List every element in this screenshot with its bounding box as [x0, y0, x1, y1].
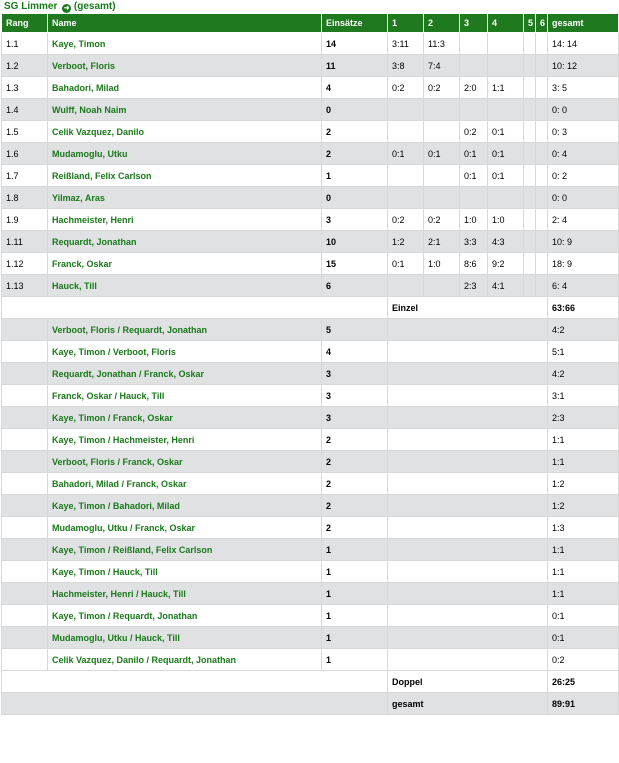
player-link[interactable]: Verboot, Floris — [52, 60, 116, 71]
gesamt-cell: 2: 4 — [548, 209, 619, 231]
rang-cell: 1.2 — [2, 55, 48, 77]
game-5-cell — [524, 209, 536, 231]
game-2-cell — [424, 99, 460, 121]
game-2-cell: 7:4 — [424, 55, 460, 77]
gesamt-cell: 4:2 — [548, 363, 619, 385]
summary-spacer — [2, 297, 388, 319]
table-row — [2, 363, 619, 385]
table-row — [2, 99, 619, 121]
name-cell — [48, 539, 322, 561]
rang-cell — [2, 517, 48, 539]
table-row — [2, 253, 619, 275]
game-3-cell: 1:0 — [460, 209, 488, 231]
game-1-cell — [388, 121, 424, 143]
table-row — [2, 33, 619, 55]
gesamt-cell: 1:1 — [548, 561, 619, 583]
einsaetze-cell: 2 — [322, 429, 388, 451]
gesamt-cell: 0:2 — [548, 649, 619, 671]
table-row — [2, 385, 619, 407]
game-6-cell — [536, 121, 548, 143]
games-cell — [388, 561, 548, 583]
games-cell — [388, 319, 548, 341]
name-cell — [48, 473, 322, 495]
game-6-cell — [536, 77, 548, 99]
header-rang: Rang — [2, 14, 48, 33]
games-cell — [388, 363, 548, 385]
rang-cell: 1.13 — [2, 275, 48, 297]
rang-cell: 1.3 — [2, 77, 48, 99]
game-5-cell — [524, 99, 536, 121]
rang-cell — [2, 495, 48, 517]
doubles-pair-link[interactable]: Kaye, Timon / Verboot, Floris — [52, 346, 176, 357]
doubles-pair-link[interactable]: Hachmeister, Henri / Hauck, Till — [52, 588, 186, 599]
table-row — [2, 77, 619, 99]
rang-cell: 1.4 — [2, 99, 48, 121]
table-row — [2, 209, 619, 231]
doubles-pair-link[interactable]: Verboot, Floris / Requardt, Jonathan — [52, 324, 208, 335]
game-4-cell: 0:1 — [488, 143, 524, 165]
table-row — [2, 649, 619, 671]
einsaetze-cell: 2 — [322, 495, 388, 517]
header-einsaetze: Einsätze — [322, 14, 388, 33]
games-cell — [388, 407, 548, 429]
game-3-cell: 8:6 — [460, 253, 488, 275]
doubles-pair-link[interactable]: Kaye, Timon / Reißland, Felix Carlson — [52, 544, 213, 555]
arrow-right-icon[interactable]: ➜ — [63, 5, 70, 12]
table-row — [2, 121, 619, 143]
header-game-3: 3 — [460, 14, 488, 33]
game-6-cell — [536, 55, 548, 77]
gesamt-cell: 3: 5 — [548, 77, 619, 99]
game-3-cell — [460, 99, 488, 121]
einsaetze-cell: 6 — [322, 275, 388, 297]
doppel-label: Doppel — [388, 671, 548, 693]
doubles-pair-link[interactable]: Kaye, Timon / Bahadori, Milad — [52, 500, 180, 511]
game-6-cell — [536, 275, 548, 297]
gesamt-cell: 1:1 — [548, 539, 619, 561]
game-3-cell — [460, 187, 488, 209]
summary-spacer — [2, 671, 388, 693]
game-2-cell: 0:1 — [424, 143, 460, 165]
player-link[interactable]: Celik Vazquez, Danilo — [52, 126, 145, 137]
game-1-cell — [388, 187, 424, 209]
game-2-cell: 1:0 — [424, 253, 460, 275]
game-4-cell — [488, 33, 524, 55]
games-cell — [388, 495, 548, 517]
games-cell — [388, 385, 548, 407]
games-cell — [388, 473, 548, 495]
table-row — [2, 517, 619, 539]
table-row — [2, 561, 619, 583]
game-5-cell — [524, 187, 536, 209]
game-3-cell: 2:0 — [460, 77, 488, 99]
table-row — [2, 55, 619, 77]
einsaetze-cell: 1 — [322, 561, 388, 583]
games-cell — [388, 539, 548, 561]
game-1-cell: 3:11 — [388, 33, 424, 55]
header-game-1: 1 — [388, 14, 424, 33]
name-cell — [48, 165, 322, 187]
game-3-cell: 3:3 — [460, 231, 488, 253]
game-4-cell: 9:2 — [488, 253, 524, 275]
gesamt-cell: 1:1 — [548, 429, 619, 451]
einsaetze-cell: 1 — [322, 605, 388, 627]
table-row — [2, 187, 619, 209]
einsaetze-cell: 0 — [322, 187, 388, 209]
einsaetze-cell: 3 — [322, 407, 388, 429]
games-cell — [388, 517, 548, 539]
table-row — [2, 627, 619, 649]
rang-cell — [2, 627, 48, 649]
player-link[interactable]: Hauck, Till — [52, 280, 97, 291]
game-5-cell — [524, 275, 536, 297]
einzel-label: Einzel — [388, 297, 548, 319]
table-row — [2, 231, 619, 253]
name-cell — [48, 209, 322, 231]
einsaetze-cell: 0 — [322, 99, 388, 121]
table-body — [2, 33, 619, 715]
gesamt-cell: 0: 0 — [548, 99, 619, 121]
name-cell — [48, 495, 322, 517]
einsaetze-cell: 3 — [322, 385, 388, 407]
game-3-cell: 2:3 — [460, 275, 488, 297]
name-cell — [48, 55, 322, 77]
game-5-cell — [524, 33, 536, 55]
einsaetze-cell: 1 — [322, 627, 388, 649]
rang-cell — [2, 385, 48, 407]
rang-cell — [2, 583, 48, 605]
doubles-pair-link[interactable]: Requardt, Jonathan / Franck, Oskar — [52, 368, 205, 379]
game-1-cell: 0:2 — [388, 77, 424, 99]
rang-cell — [2, 429, 48, 451]
game-6-cell — [536, 33, 548, 55]
games-cell — [388, 341, 548, 363]
game-6-cell — [536, 99, 548, 121]
name-cell — [48, 561, 322, 583]
name-cell — [48, 649, 322, 671]
player-link[interactable]: Mudamoglu, Utku — [52, 148, 128, 159]
game-5-cell — [524, 231, 536, 253]
gesamt-cell: 2:3 — [548, 407, 619, 429]
rang-cell: 1.7 — [2, 165, 48, 187]
player-link[interactable]: Hachmeister, Henri — [52, 214, 134, 225]
total-summary-row — [2, 693, 619, 715]
doubles-pair-link[interactable]: Kaye, Timon / Requardt, Jonathan — [52, 610, 198, 621]
games-cell — [388, 605, 548, 627]
game-2-cell — [424, 187, 460, 209]
game-4-cell — [488, 99, 524, 121]
game-6-cell — [536, 187, 548, 209]
game-2-cell — [424, 165, 460, 187]
einsaetze-cell: 3 — [322, 209, 388, 231]
games-cell — [388, 649, 548, 671]
name-cell — [48, 451, 322, 473]
games-cell — [388, 627, 548, 649]
doubles-pair-link[interactable]: Kaye, Timon / Hauck, Till — [52, 566, 158, 577]
rang-cell: 1.5 — [2, 121, 48, 143]
gesamt-cell: 14: 14 — [548, 33, 619, 55]
rang-cell: 1.6 — [2, 143, 48, 165]
gesamt-cell: 1:2 — [548, 495, 619, 517]
doubles-pair-link[interactable]: Celik Vazquez, Danilo / Requardt, Jonathan — [52, 654, 237, 665]
game-3-cell: 0:2 — [460, 121, 488, 143]
einsaetze-cell: 4 — [322, 341, 388, 363]
game-5-cell — [524, 143, 536, 165]
gesamt-cell: 5:1 — [548, 341, 619, 363]
einsaetze-cell: 5 — [322, 319, 388, 341]
game-1-cell: 0:1 — [388, 253, 424, 275]
player-link[interactable]: Yilmaz, Aras — [52, 192, 105, 203]
gesamt-cell: 10: 9 — [548, 231, 619, 253]
name-cell — [48, 385, 322, 407]
name-cell — [48, 627, 322, 649]
header-name: Name — [48, 14, 322, 33]
games-cell — [388, 429, 548, 451]
gesamt-cell: 0:1 — [548, 605, 619, 627]
einsaetze-cell: 11 — [322, 55, 388, 77]
header-game-6: 6 — [536, 14, 548, 33]
header-gesamt: gesamt — [548, 14, 619, 33]
gesamt-cell: 1:1 — [548, 451, 619, 473]
game-6-cell — [536, 143, 548, 165]
gesamt-cell: 0: 0 — [548, 187, 619, 209]
game-4-cell — [488, 55, 524, 77]
game-3-cell — [460, 33, 488, 55]
einsaetze-cell: 3 — [322, 363, 388, 385]
game-5-cell — [524, 253, 536, 275]
game-6-cell — [536, 209, 548, 231]
einsaetze-cell: 14 — [322, 33, 388, 55]
name-cell — [48, 319, 322, 341]
name-cell — [48, 231, 322, 253]
rang-cell: 1.12 — [2, 253, 48, 275]
gesamt-cell: 18: 9 — [548, 253, 619, 275]
table-row — [2, 495, 619, 517]
game-3-cell: 0:1 — [460, 165, 488, 187]
game-4-cell: 1:1 — [488, 77, 524, 99]
einsaetze-cell: 1 — [322, 583, 388, 605]
name-cell — [48, 429, 322, 451]
table-row — [2, 341, 619, 363]
einsaetze-cell: 1 — [322, 165, 388, 187]
player-stats-table — [1, 13, 619, 715]
doppel-summary-row — [2, 671, 619, 693]
game-6-cell — [536, 231, 548, 253]
gesamt-cell: 6: 4 — [548, 275, 619, 297]
title-suffix: (gesamt) — [73, 1, 116, 12]
name-cell — [48, 77, 322, 99]
einsaetze-cell: 2 — [322, 517, 388, 539]
doubles-pair-link[interactable]: Mudamoglu, Utku / Franck, Oskar — [52, 522, 196, 533]
name-cell — [48, 363, 322, 385]
game-1-cell: 3:8 — [388, 55, 424, 77]
rang-cell — [2, 473, 48, 495]
game-4-cell — [488, 187, 524, 209]
doubles-pair-link[interactable]: Kaye, Timon / Franck, Oskar — [52, 412, 173, 423]
doubles-pair-link[interactable]: Kaye, Timon / Hachmeister, Henri — [52, 434, 195, 445]
player-link[interactable]: Requardt, Jonathan — [52, 236, 137, 247]
game-4-cell: 1:0 — [488, 209, 524, 231]
game-6-cell — [536, 253, 548, 275]
game-1-cell — [388, 99, 424, 121]
rang-cell — [2, 407, 48, 429]
rang-cell — [2, 605, 48, 627]
header-game-4: 4 — [488, 14, 524, 33]
gesamt-cell: 1:2 — [548, 473, 619, 495]
games-cell — [388, 451, 548, 473]
rang-cell: 1.8 — [2, 187, 48, 209]
einsaetze-cell: 2 — [322, 473, 388, 495]
table-row — [2, 143, 619, 165]
player-link[interactable]: Wulff, Noah Naim — [52, 104, 127, 115]
rang-cell — [2, 649, 48, 671]
gesamt-cell: 0:1 — [548, 627, 619, 649]
table-row — [2, 451, 619, 473]
table-row — [2, 583, 619, 605]
gesamt-cell: 1:3 — [548, 517, 619, 539]
gesamt-cell: 0: 2 — [548, 165, 619, 187]
name-cell — [48, 121, 322, 143]
table-row — [2, 473, 619, 495]
rang-cell — [2, 561, 48, 583]
header-game-5: 5 — [524, 14, 536, 33]
name-cell — [48, 583, 322, 605]
game-3-cell: 0:1 — [460, 143, 488, 165]
rang-cell: 1.11 — [2, 231, 48, 253]
game-1-cell: 1:2 — [388, 231, 424, 253]
header-game-2: 2 — [424, 14, 460, 33]
game-1-cell — [388, 275, 424, 297]
total-value: 89:91 — [548, 693, 619, 715]
doubles-pair-link[interactable]: Franck, Oskar / Hauck, Till — [52, 390, 165, 401]
game-4-cell: 4:1 — [488, 275, 524, 297]
doppel-value: 26:25 — [548, 671, 619, 693]
name-cell — [48, 341, 322, 363]
table-row — [2, 429, 619, 451]
rang-cell — [2, 451, 48, 473]
game-1-cell — [388, 165, 424, 187]
name-cell — [48, 605, 322, 627]
game-2-cell: 0:2 — [424, 77, 460, 99]
game-1-cell: 0:2 — [388, 209, 424, 231]
player-link[interactable]: Reißland, Felix Carlson — [52, 170, 152, 181]
game-5-cell — [524, 121, 536, 143]
game-2-cell: 11:3 — [424, 33, 460, 55]
einzel-value: 63:66 — [548, 297, 619, 319]
name-cell — [48, 253, 322, 275]
gesamt-cell: 0: 4 — [548, 143, 619, 165]
einsaetze-cell: 2 — [322, 143, 388, 165]
einsaetze-cell: 4 — [322, 77, 388, 99]
name-cell — [48, 143, 322, 165]
einsaetze-cell: 2 — [322, 451, 388, 473]
game-5-cell — [524, 165, 536, 187]
games-cell — [388, 583, 548, 605]
player-link[interactable]: Franck, Oskar — [52, 258, 113, 269]
gesamt-cell: 10: 12 — [548, 55, 619, 77]
page-title[interactable] — [0, 0, 619, 13]
total-label: gesamt — [388, 693, 548, 715]
einsaetze-cell: 2 — [322, 121, 388, 143]
game-4-cell: 0:1 — [488, 165, 524, 187]
name-cell — [48, 33, 322, 55]
game-1-cell: 0:1 — [388, 143, 424, 165]
gesamt-cell: 0: 3 — [548, 121, 619, 143]
rang-cell: 1.9 — [2, 209, 48, 231]
gesamt-cell: 4:2 — [548, 319, 619, 341]
game-2-cell — [424, 121, 460, 143]
summary-spacer — [2, 693, 388, 715]
einsaetze-cell: 10 — [322, 231, 388, 253]
table-row — [2, 407, 619, 429]
player-link[interactable]: Bahadori, Milad — [52, 82, 120, 93]
game-6-cell — [536, 165, 548, 187]
gesamt-cell: 3:1 — [548, 385, 619, 407]
game-2-cell: 0:2 — [424, 209, 460, 231]
table-header-row — [2, 14, 619, 33]
table-row — [2, 319, 619, 341]
table-row — [2, 539, 619, 561]
table-row — [2, 275, 619, 297]
player-link[interactable]: Kaye, Timon — [52, 38, 106, 49]
name-cell — [48, 407, 322, 429]
game-3-cell — [460, 55, 488, 77]
rang-cell — [2, 539, 48, 561]
game-5-cell — [524, 77, 536, 99]
doubles-pair-link[interactable]: Mudamoglu, Utku / Hauck, Till — [52, 632, 180, 643]
table-row — [2, 605, 619, 627]
game-2-cell: 2:1 — [424, 231, 460, 253]
rang-cell: 1.1 — [2, 33, 48, 55]
doubles-pair-link[interactable]: Bahadori, Milad / Franck, Oskar — [52, 478, 187, 489]
name-cell — [48, 517, 322, 539]
name-cell — [48, 99, 322, 121]
einzel-summary-row — [2, 297, 619, 319]
table-row — [2, 165, 619, 187]
game-5-cell — [524, 55, 536, 77]
name-cell — [48, 187, 322, 209]
rang-cell — [2, 341, 48, 363]
game-2-cell — [424, 275, 460, 297]
einsaetze-cell: 15 — [322, 253, 388, 275]
rang-cell — [2, 363, 48, 385]
game-4-cell: 4:3 — [488, 231, 524, 253]
gesamt-cell: 1:1 — [548, 583, 619, 605]
team-name[interactable]: SG Limmer — [4, 1, 58, 12]
rang-cell — [2, 319, 48, 341]
doubles-pair-link[interactable]: Verboot, Floris / Franck, Oskar — [52, 456, 183, 467]
game-4-cell: 0:1 — [488, 121, 524, 143]
einsaetze-cell: 1 — [322, 649, 388, 671]
einsaetze-cell: 1 — [322, 539, 388, 561]
name-cell — [48, 275, 322, 297]
